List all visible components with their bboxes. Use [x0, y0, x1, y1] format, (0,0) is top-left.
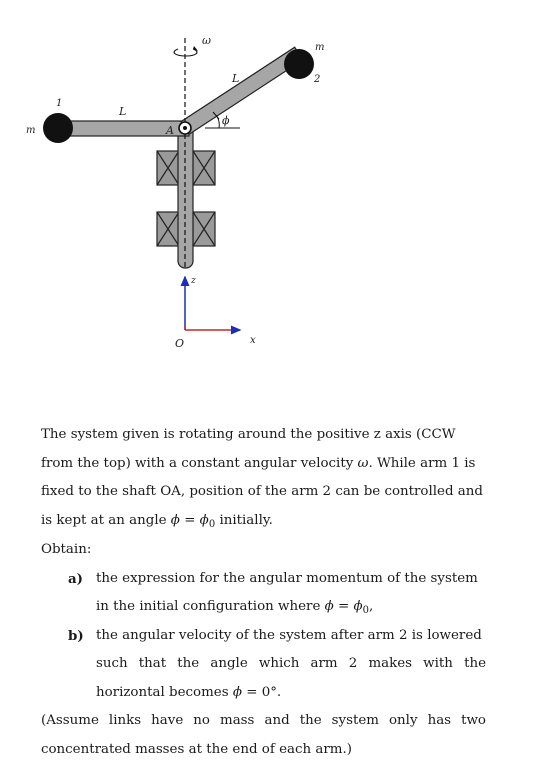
omega-rotation-arrow: [174, 46, 198, 56]
phi-symbol: ϕ: [232, 685, 242, 700]
arm-1-number: 1: [56, 98, 63, 109]
phi0-symbol: ϕ: [353, 599, 363, 614]
word: the: [177, 656, 200, 671]
item-a-line-1: the expression for the angular momentum of the system: [96, 571, 478, 586]
omega-label: ω: [202, 34, 211, 47]
word: that: [138, 656, 167, 671]
omega-symbol: ω: [357, 456, 369, 471]
arm-1-length-label: L: [119, 105, 127, 118]
item-a-line-2a: in the initial configuration where: [96, 599, 325, 614]
word: angle: [210, 656, 248, 671]
phi0-symbol: ϕ: [199, 513, 209, 528]
equals: =: [333, 599, 354, 614]
word: no: [193, 713, 210, 728]
word: such: [96, 656, 128, 671]
intro-line-2b: . While arm 1 is: [368, 456, 476, 471]
mass-2-label: m: [315, 42, 325, 53]
angle-label: ϕ: [222, 114, 230, 127]
word: arm: [310, 656, 338, 671]
word: system: [331, 713, 379, 728]
item-b-marker: b): [68, 628, 84, 644]
word: (Assume: [41, 713, 99, 728]
item-b-line-3: [96, 685, 281, 700]
assume-line-1: [41, 713, 486, 728]
word: 2: [348, 656, 358, 671]
mass-2: [284, 49, 314, 79]
word: has: [427, 713, 452, 728]
item-b-line-1: the angular velocity of the system after arm 2 is lowered: [96, 628, 482, 643]
arm-2-length-label: L: [232, 72, 240, 85]
intro-line-4a: is kept at an angle: [41, 513, 171, 528]
word: only: [389, 713, 418, 728]
obtain-label: Obtain:: [41, 542, 92, 557]
intro-line-1: The system given is rotating around the positive z axis (CCW: [41, 427, 456, 442]
pivot-label: A: [166, 124, 174, 137]
word: which: [258, 656, 300, 671]
x-axis-label: x: [250, 335, 256, 346]
z-axis-label: z: [191, 276, 196, 286]
equals: =: [179, 513, 200, 528]
item-a-line-2: [96, 599, 373, 616]
mass-1: [43, 113, 73, 143]
phi0-subscript: 0: [208, 519, 216, 530]
word: two: [461, 713, 486, 728]
phi-symbol: ϕ: [324, 599, 334, 614]
intro-line-3: fixed to the shaft OA, position of the arm 2 can be controlled and: [41, 484, 483, 499]
item-a-marker: a): [68, 571, 84, 587]
assume-line-2: concentrated masses at the end of each arm.): [41, 742, 352, 757]
intro-line-4: [41, 513, 273, 530]
mass-1-label: m: [26, 125, 36, 136]
intro-line-2: [41, 456, 475, 471]
word: have: [151, 713, 184, 728]
item-b-line-3a: horizontal becomes: [96, 685, 233, 700]
word: the: [299, 713, 322, 728]
intro-line-4b: initially.: [215, 513, 273, 528]
arm-2-number: 2: [314, 74, 321, 85]
word: the: [464, 656, 486, 671]
phi-symbol: ϕ: [170, 513, 180, 528]
word: and: [264, 713, 290, 728]
origin-label: O: [175, 337, 185, 350]
item-b-line-2: [96, 656, 486, 671]
word: makes: [368, 656, 413, 671]
word: links: [108, 713, 142, 728]
item-b-line-3b: = 0°.: [241, 685, 282, 700]
item-a-end: ,: [369, 599, 374, 614]
intro-line-2a: from the top) with a constant angular velocity: [41, 456, 358, 471]
phi0-subscript: 0: [362, 605, 370, 616]
word: with: [423, 656, 453, 671]
word: mass: [220, 713, 255, 728]
